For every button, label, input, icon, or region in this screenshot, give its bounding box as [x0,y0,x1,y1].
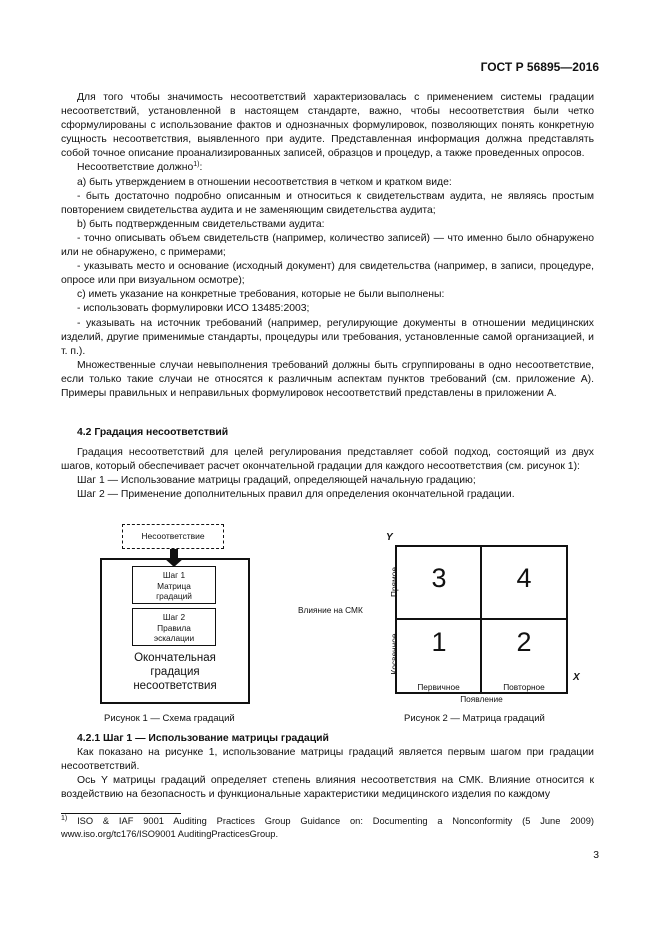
section-4-2 [61,426,594,502]
section-heading: 4.2 Градация несоответствий [77,427,229,438]
x-label-primary: Первичное [417,682,460,692]
step2-box: Шаг 2 Правила эскалации [132,608,216,646]
footnote-ref: 1) [193,161,200,169]
y-label-direct: Прямое [389,567,399,597]
matrix-cell-1: 1 [431,627,447,657]
y-axis-letter: Y [386,532,393,543]
list-item: b) быть подтвержденным свидетельствами аудита: [77,218,325,230]
y-label-indirect: Косвенное [389,633,399,675]
body-text-top [61,91,594,401]
final-grade-label: Окончательная градация несоответствия [133,652,217,692]
page-number: 3 [593,850,599,861]
paragraph: Как показано на рисунке 1, использование матрицы градаций является первым шагом при градации несоответствий. [61,747,594,773]
step1-box: Шаг 1 Матрица градаций [132,566,216,604]
paragraph: Ось Y матрицы градаций определяет степень влияния несоответствия на СМК. Влияние относится к воздействию на безопасность и функциональные характеристики медицинского изделия по каждому [61,775,594,801]
matrix-cell-4: 4 [516,563,532,593]
list-item: - указывать на источник требований (например, регулирующие документы в отношении медицинских изделий, другие применимые стандарты, процедуры или требования, установленные самой организацией, и т. п.). [61,317,594,357]
matrix-cell-2: 2 [516,627,532,657]
paragraph: Градация несоответствий для целей регулирования представляет собой подход, состоящий из двух шагов, который обеспечивает расчет окончательной градации для каждого несоответствия (см. рисунок 1): [61,447,594,473]
list-item: - использовать формулировки ИСО 13485:2003; [77,303,310,315]
list-item: - быть достаточно подробно описанным и относиться к свидетельствам аудита, не являясь простым повторением свидетельства аудита и не заменяющим свидетельства аудита; [61,190,594,216]
list-item: - точно описывать объем свидетельств (например, количество записей) — что именно было обнаружено или не обнаружено, с примерами; [61,232,594,259]
figure-1 [100,524,250,734]
footnote: $^{1)}$ ISO & IAF 9001 Auditing Practices Group Guidance on: Documenting a Nonconformity (5 June 2009) www.iso.org/tc176/ISO9001 AuditingPracticesGroup. [61,815,594,839]
y-axis-title: Влияние на СМК [298,605,363,615]
section-4-2-1 [61,732,594,802]
figure-2 [290,532,590,712]
document-code: ГОСТ Р 56895—2016 [480,60,599,74]
nonconformity-box: Несоответствие [122,524,224,549]
matrix-cell-3: 3 [431,563,447,593]
figure-2-caption: Рисунок 2 — Матрица градаций [404,713,545,724]
figure-1-caption: Рисунок 1 — Схема градаций [104,713,235,724]
paragraph: Для того чтобы значимость несоответствий характеризовалась с применением системы градации несоответствий, установленной в настоящем стандарте, важно, чтобы несоответствия были четко сформулированы с использование фактов и однозначных формулировок, позволяющих понять конкретную сущность несоответствия, выявленного при аудите. Представленная информация должна представлять собой точное описание проанализированных записей, образцов и процедур, а также проведенных опросов. [61,92,594,160]
list-item: а) быть утверждением в отношении несоответствия в четком и кратком виде: [77,176,452,188]
subsection-heading: 4.2.1 Шаг 1 — Использование матрицы градаций [77,733,329,744]
footnote-separator [61,813,181,814]
x-axis-title: Появление [460,694,503,704]
footnote-mark: 1) [61,815,68,822]
paragraph: Множественные случаи невыполнения требований должны быть сгруппированы в одно несоответствие, если только такие случаи не относятся к различным аспектам пунктов требований (см. приложение А). Примеры правильных и неправильных формулировок несоответствий представлены в приложении А. [61,359,594,399]
paragraph: Несоответствие должно$^{1)}$: [77,161,203,174]
list-item: - указывать место и основание (исходный документ) для свидетельства (например, в записи, процедуре, опросе или при визуальном осмотре); [61,261,594,287]
list-item: с) иметь указание на конкретные требования, которые не были выполнены: [77,289,445,301]
x-label-repeat: Повторное [503,682,545,692]
paragraph: Шаг 1 — Использование матрицы градаций, определяющей начальную градацию; [77,475,476,487]
x-axis-letter: X [573,672,580,683]
paragraph: Шаг 2 — Применение дополнительных правил для определения окончательной градации. [77,489,515,501]
